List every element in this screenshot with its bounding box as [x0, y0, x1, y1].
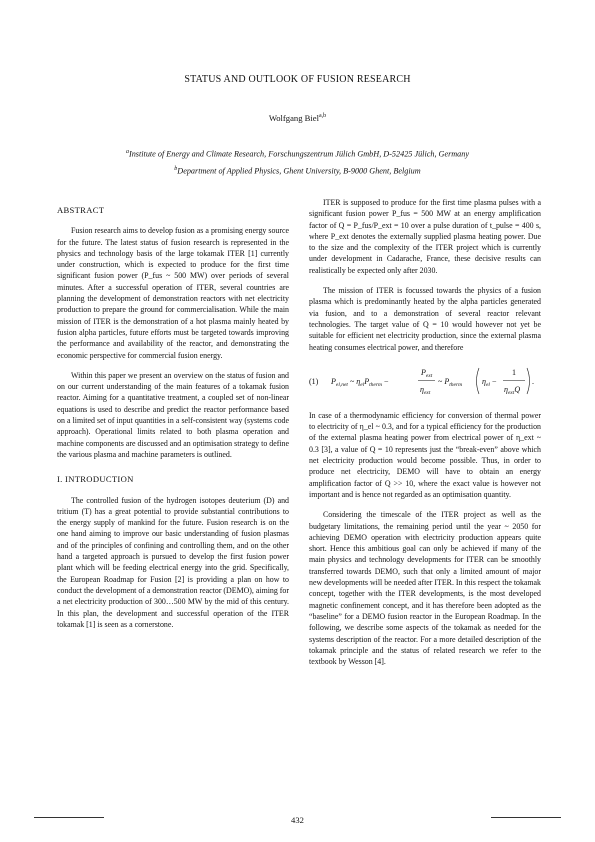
author-line	[0, 113, 595, 123]
affiliation-text: Institute of Energy and Climate Research, Forschungszentrum Jülich GmbH, D-52425 Jülich, Germany	[128, 149, 470, 159]
right-column	[309, 197, 541, 676]
svg-text:Pext: $P_{ext}$	[421, 367, 433, 379]
footer-rule-right	[491, 817, 561, 818]
equation-1	[309, 362, 541, 402]
affiliation-b	[0, 166, 595, 176]
svg-text:Pel,net ~ ηelPtherm −: $P_{el,net}$ ~ $\eta_{el}P_{therm}$ −	[331, 376, 389, 388]
right-paragraph-2: The mission of ITER is focussed towards the physics of a fusion plasma which is predominantly heated by the alpha particles generated via fusion, and to a demonstration of several reactor relevant technologies. The target value of Q = 10 would however not yet be suitable for efficient net electricity production, since the external plasma heating consumes electrical power, and therefore	[309, 286, 541, 352]
abstract-heading: ABSTRACT	[57, 205, 105, 215]
affiliation-mark: b	[174, 166, 178, 172]
introduction-heading: I. INTRODUCTION	[57, 474, 134, 485]
affiliation-text: Department of Applied Physics, Ghent University, B-9000 Ghent, Belgium	[177, 166, 421, 176]
svg-text:ηext: $\eta_{ext}$	[420, 384, 431, 396]
right-paragraph-4: Considering the timescale of the ITER project as well as the budgetary limitations, the remaining period until the year ~ 2050 for achieving DEMO operation with electricity production appears quite short. Hence this ambitious goal can only be achieved if many of the main physics and technology developments for ITER can be smoothly transferred towards DEMO, such that only a limited amount of major new developments will be needed after ITER. In this respect the tokamak concept, together with the ITER developments, is the most developed magnetic confinement concept, and it has therefore been adopted as the “baseline” for a DEMO fusion reactor in the European Roadmap. In the following, we describe some aspects of the tokamak as needed for the systems description of the reactor. For a more detailed description of the tokamak principle and the status of related research we refer to the textbook by Wesson [4].	[309, 510, 541, 667]
svg-text:.: .	[532, 376, 534, 386]
introduction-paragraph-1: The controlled fusion of the hydrogen isotopes deuterium (D) and tritium (T) has a great potential to provide substantial contributions to the energy supply of mankind for the future. Fusion research is on the one hand aiming to improve our basic understanding of fusion plasmas and of the principles of confining and controlling them, and on the other hand a targeted approach is pursued to develop the first fusion power plant which will be feeding electrical energy into the grid. Specifically, the European Roadmap for Fusion [2] is providing a plan on how to conduct the development of a demonstration reactor (DEMO), aiming for a net electricity production of 300…500 MW by the mid of this century. In this plan, the development and successful operation of the ITER tokamak [1] is seen as a cornerstone.	[57, 495, 289, 629]
equation-number: (1)	[309, 376, 319, 386]
affiliation-a	[0, 149, 595, 159]
svg-text:~ Ptherm: ~ $P_{therm}$	[438, 376, 463, 388]
abstract-paragraph-1: Fusion research aims to develop fusion as a promising energy source for the future. The latest status of fusion research is represented in the physics and technology basis of the large tokamak ITER [1] currently under construction, which is expected to produce for the first time significant fusion power (P_fus ~ 500 MW) over periods of several minutes. After a successful operation of ITER, several countries are planning the development of demonstration reactors with net electricity production to prepare the ground for commercialisation. While the main mission of ITER is the demonstration of a hot plasma mainly heated by fusion alpha particles, future efforts must be targeted towards improving the performance and availability of the reactor, and demonstrating the economic perspective for commercial fusion energy.	[57, 226, 289, 360]
left-column	[57, 199, 289, 639]
page-number: 432	[291, 815, 304, 825]
right-paragraph-1: ITER is supposed to produce for the first time plasma pulses with a significant fusion power P_fus = 500 MW at an energy amplification factor of Q = P_fus/P_ext = 10 over a pulse duration of t_pulse = 400 s, where P_ext denotes the externally supplied plasma heating power. Due to the size and the complexity of the ITER project which is currently under development in Cadarache, France, these decisive results can realistically be expected only after 2030.	[309, 198, 541, 275]
svg-text:ηel −: $\eta_{el}$ −	[482, 376, 497, 388]
svg-text:1: 1	[512, 367, 516, 377]
paper-title: STATUS AND OUTLOOK OF FUSION RESEARCH	[184, 74, 411, 85]
svg-text:ηextQ: $\eta_{ext}Q$	[504, 384, 521, 396]
affiliation-mark: a	[125, 149, 129, 155]
author-marks: a,b	[318, 113, 327, 120]
abstract-paragraph-2: Within this paper we present an overview on the status of fusion and on our current understanding of the main features of a tokamak fusion reactor. Aiming for a quantitative treatment, a coupled set of non-linear equations is used to describe and predict the reactor performance based on a limited set of input quantities in a self-consistent way (systems code approach). Operational limits related to both plasma operation and machine components are discussed and an optimisation strategy to define the various plasma and machine parameters is outlined.	[57, 370, 289, 459]
equation-formula	[331, 362, 536, 402]
right-paragraph-3: In case of a thermodynamic efficiency for conversion of thermal power to electricity of η_el ~ 0.3, and for a typical efficiency for the production of the external plasma heating power from electrical power of η_ext ~ 0.3 [3], a value of Q = 10 represents just the “break-even” above which net electricity production would become possible. Thus, in order to produce net electricity, DEMO will have to obtain an energy amplification factor of Q >> 10, where the exact value is however not important and is hence not regarded as an optimisation quantity.	[309, 410, 541, 499]
author-name: Wolfgang Biel	[268, 113, 319, 123]
